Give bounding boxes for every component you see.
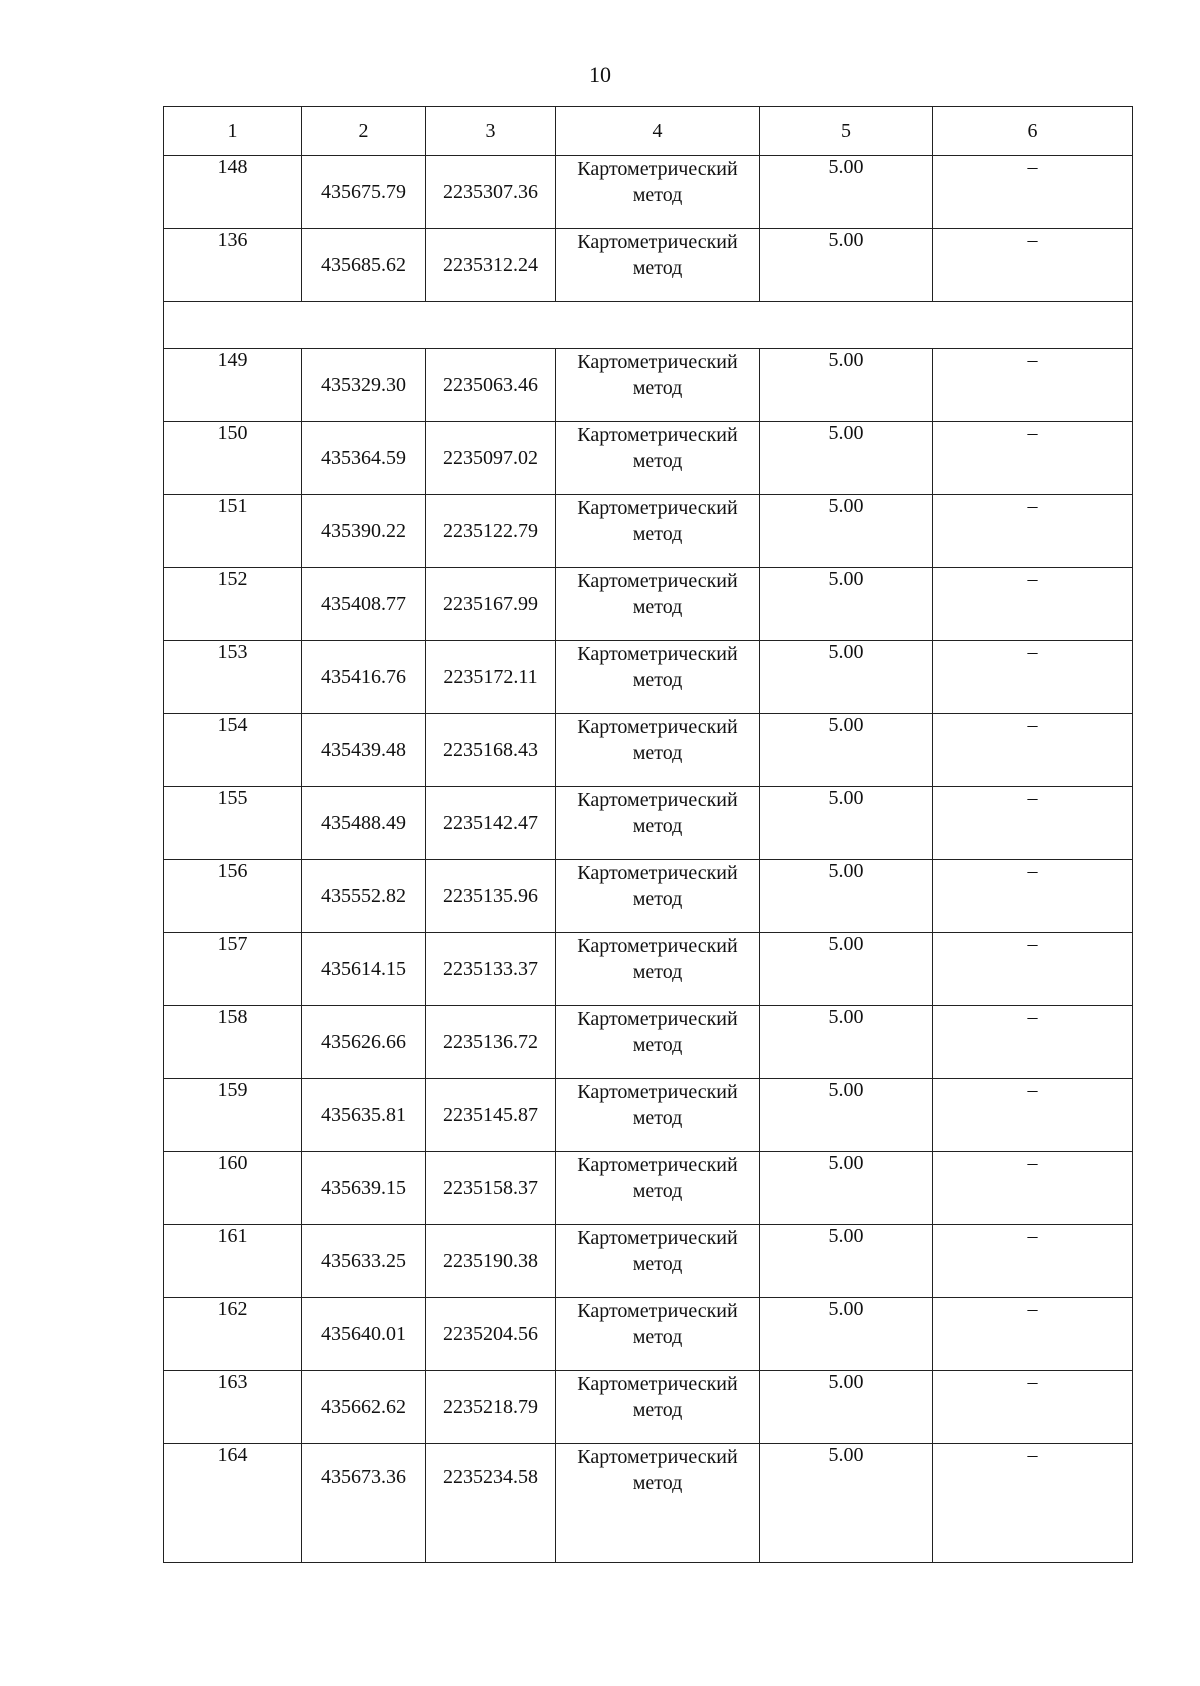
table-row <box>164 568 1133 641</box>
x-coordinate-cell: 435364.59 <box>302 422 426 495</box>
point-number-cell: 154 <box>164 714 302 787</box>
x-coordinate-cell: 435640.01 <box>302 1298 426 1371</box>
description-cell: – <box>933 495 1133 568</box>
method-cell: Картометрический метод <box>556 568 760 641</box>
x-coordinate-cell: 435552.82 <box>302 860 426 933</box>
method-cell: Картометрический метод <box>556 349 760 422</box>
accuracy-cell: 5.00 <box>760 1225 933 1298</box>
x-coordinate-cell: 435685.62 <box>302 229 426 302</box>
point-number-cell: 153 <box>164 641 302 714</box>
method-cell: Картометрический метод <box>556 1225 760 1298</box>
table-row <box>164 1006 1133 1079</box>
point-number-cell: 162 <box>164 1298 302 1371</box>
x-coordinate-cell: 435614.15 <box>302 933 426 1006</box>
accuracy-cell: 5.00 <box>760 568 933 641</box>
y-coordinate-cell: 2235168.43 <box>426 714 556 787</box>
description-cell: – <box>933 349 1133 422</box>
table-row <box>164 422 1133 495</box>
table-row <box>164 860 1133 933</box>
accuracy-cell: 5.00 <box>760 156 933 229</box>
method-cell: Картометрический метод <box>556 1298 760 1371</box>
table-row <box>164 1225 1133 1298</box>
description-cell: – <box>933 1152 1133 1225</box>
accuracy-cell: 5.00 <box>760 1298 933 1371</box>
method-cell: Картометрический метод <box>556 787 760 860</box>
description-cell: – <box>933 1444 1133 1563</box>
x-coordinate-cell: 435639.15 <box>302 1152 426 1225</box>
accuracy-cell: 5.00 <box>760 1079 933 1152</box>
column-header: 2 <box>302 107 426 156</box>
table-row <box>164 156 1133 229</box>
accuracy-cell: 5.00 <box>760 787 933 860</box>
method-cell: Картометрический метод <box>556 641 760 714</box>
point-number-cell: 158 <box>164 1006 302 1079</box>
description-cell: – <box>933 1006 1133 1079</box>
accuracy-cell: 5.00 <box>760 860 933 933</box>
method-cell: Картометрический метод <box>556 495 760 568</box>
x-coordinate-cell: 435329.30 <box>302 349 426 422</box>
point-number-cell: 152 <box>164 568 302 641</box>
table-row <box>164 495 1133 568</box>
description-cell: – <box>933 933 1133 1006</box>
y-coordinate-cell: 2235172.11 <box>426 641 556 714</box>
coordinates-table <box>163 106 1133 1563</box>
x-coordinate-cell: 435633.25 <box>302 1225 426 1298</box>
table-body <box>164 156 1133 1563</box>
method-cell: Картометрический метод <box>556 933 760 1006</box>
point-number-cell: 160 <box>164 1152 302 1225</box>
point-number-cell: 149 <box>164 349 302 422</box>
description-cell: – <box>933 156 1133 229</box>
y-coordinate-cell: 2235307.36 <box>426 156 556 229</box>
point-number-cell: 159 <box>164 1079 302 1152</box>
accuracy-cell: 5.00 <box>760 1006 933 1079</box>
description-cell: – <box>933 860 1133 933</box>
description-cell: – <box>933 422 1133 495</box>
accuracy-cell: 5.00 <box>760 641 933 714</box>
x-coordinate-cell: 435673.36 <box>302 1444 426 1563</box>
method-cell: Картометрический метод <box>556 1152 760 1225</box>
table-row <box>164 787 1133 860</box>
accuracy-cell: 5.00 <box>760 495 933 568</box>
method-cell: Картометрический метод <box>556 1079 760 1152</box>
method-cell: Картометрический метод <box>556 1444 760 1563</box>
contour-separator-row <box>164 302 1133 349</box>
x-coordinate-cell: 435439.48 <box>302 714 426 787</box>
y-coordinate-cell: 2235190.38 <box>426 1225 556 1298</box>
table-row <box>164 1444 1133 1563</box>
point-number-cell: 155 <box>164 787 302 860</box>
accuracy-cell: 5.00 <box>760 349 933 422</box>
accuracy-cell: 5.00 <box>760 1152 933 1225</box>
x-coordinate-cell: 435390.22 <box>302 495 426 568</box>
description-cell: – <box>933 787 1133 860</box>
description-cell: – <box>933 1225 1133 1298</box>
x-coordinate-cell: 435626.66 <box>302 1006 426 1079</box>
y-coordinate-cell: 2235136.72 <box>426 1006 556 1079</box>
y-coordinate-cell: 2235097.02 <box>426 422 556 495</box>
point-number-cell: 148 <box>164 156 302 229</box>
x-coordinate-cell: 435488.49 <box>302 787 426 860</box>
point-number-cell: 151 <box>164 495 302 568</box>
method-cell: Картометрический метод <box>556 229 760 302</box>
method-cell: Картометрический метод <box>556 422 760 495</box>
y-coordinate-cell: 2235135.96 <box>426 860 556 933</box>
point-number-cell: 156 <box>164 860 302 933</box>
x-coordinate-cell: 435416.76 <box>302 641 426 714</box>
description-cell: – <box>933 568 1133 641</box>
y-coordinate-cell: 2235145.87 <box>426 1079 556 1152</box>
column-header: 6 <box>933 107 1133 156</box>
description-cell: – <box>933 714 1133 787</box>
method-cell: Картометрический метод <box>556 156 760 229</box>
y-coordinate-cell: 2235204.56 <box>426 1298 556 1371</box>
y-coordinate-cell: 2235167.99 <box>426 568 556 641</box>
table-row <box>164 1298 1133 1371</box>
description-cell: – <box>933 229 1133 302</box>
table-header-row <box>164 107 1133 156</box>
x-coordinate-cell: 435675.79 <box>302 156 426 229</box>
point-number-cell: 136 <box>164 229 302 302</box>
point-number-cell: 157 <box>164 933 302 1006</box>
table-row <box>164 641 1133 714</box>
table-row <box>164 1152 1133 1225</box>
description-cell: – <box>933 1298 1133 1371</box>
x-coordinate-cell: 435408.77 <box>302 568 426 641</box>
point-number-cell: 164 <box>164 1444 302 1563</box>
point-number-cell: 163 <box>164 1371 302 1444</box>
description-cell: – <box>933 1371 1133 1444</box>
column-header: 3 <box>426 107 556 156</box>
x-coordinate-cell: 435662.62 <box>302 1371 426 1444</box>
accuracy-cell: 5.00 <box>760 229 933 302</box>
accuracy-cell: 5.00 <box>760 714 933 787</box>
point-number-cell: 161 <box>164 1225 302 1298</box>
y-coordinate-cell: 2235312.24 <box>426 229 556 302</box>
table-row <box>164 1371 1133 1444</box>
table-row <box>164 1079 1133 1152</box>
y-coordinate-cell: 2235234.58 <box>426 1444 556 1563</box>
page-number: 10 <box>589 62 611 87</box>
y-coordinate-cell: 2235142.47 <box>426 787 556 860</box>
column-header: 1 <box>164 107 302 156</box>
accuracy-cell: 5.00 <box>760 422 933 495</box>
accuracy-cell: 5.00 <box>760 1371 933 1444</box>
column-header: 5 <box>760 107 933 156</box>
method-cell: Картометрический метод <box>556 714 760 787</box>
x-coordinate-cell: 435635.81 <box>302 1079 426 1152</box>
accuracy-cell: 5.00 <box>760 1444 933 1563</box>
table-row <box>164 714 1133 787</box>
y-coordinate-cell: 2235122.79 <box>426 495 556 568</box>
y-coordinate-cell: 2235158.37 <box>426 1152 556 1225</box>
table-row <box>164 229 1133 302</box>
table-row <box>164 349 1133 422</box>
method-cell: Картометрический метод <box>556 1371 760 1444</box>
accuracy-cell: 5.00 <box>760 933 933 1006</box>
separator-cell <box>164 302 1133 349</box>
y-coordinate-cell: 2235133.37 <box>426 933 556 1006</box>
y-coordinate-cell: 2235218.79 <box>426 1371 556 1444</box>
description-cell: – <box>933 641 1133 714</box>
method-cell: Картометрический метод <box>556 1006 760 1079</box>
column-header: 4 <box>556 107 760 156</box>
y-coordinate-cell: 2235063.46 <box>426 349 556 422</box>
method-cell: Картометрический метод <box>556 860 760 933</box>
point-number-cell: 150 <box>164 422 302 495</box>
description-cell: – <box>933 1079 1133 1152</box>
table-row <box>164 933 1133 1006</box>
